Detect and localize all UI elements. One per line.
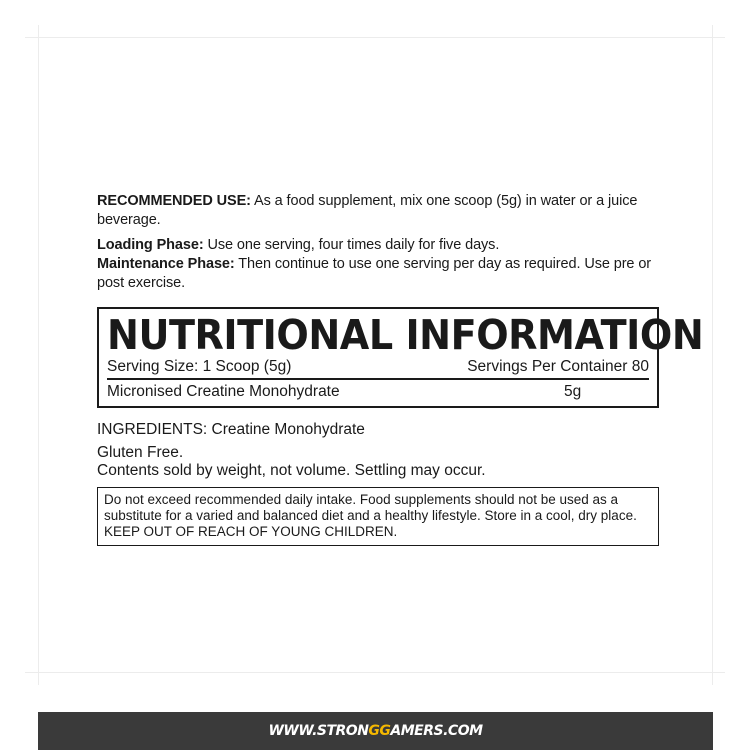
contents-note: Contents sold by weight, not volume. Settling may occur. — [97, 462, 486, 479]
gluten-free-note: Gluten Free. — [97, 444, 184, 461]
recommended-use-heading: RECOMMENDED USE: — [97, 193, 251, 209]
url-prefix: WWW.STRON — [268, 723, 369, 739]
serving-size: Serving Size: 1 Scoop (5g) — [107, 358, 292, 375]
maintenance-phase-text: Then continue to use one serving per day as required. Use pre or post exercise. — [97, 256, 652, 291]
recommended-use — [97, 192, 659, 230]
ingredient-row — [107, 380, 649, 402]
top-guide-line — [25, 37, 725, 38]
loading-phase-heading: Loading Phase: — [97, 237, 204, 253]
left-guide-line — [38, 25, 39, 685]
loading-phase — [97, 236, 659, 255]
nutrition-title: NUTRITIONAL INFORMATION — [107, 311, 704, 359]
recommended-use-text: As a food supplement, mix one scoop (5g) in water or a juice beverage. — [97, 193, 638, 228]
maintenance-phase — [97, 255, 659, 293]
product-label — [97, 192, 704, 546]
website-url[interactable] — [268, 723, 482, 739]
maintenance-phase-heading: Maintenance Phase: — [97, 256, 235, 272]
ingredients-line: INGREDIENTS: Creatine Monohydrate — [97, 421, 365, 438]
url-accent: GG — [368, 723, 391, 739]
ingredient-name: Micronised Creatine Monohydrate — [107, 383, 340, 400]
ingredient-amount: 5g — [564, 383, 582, 400]
serving-row — [107, 357, 649, 380]
nutrition-panel — [97, 307, 704, 408]
url-suffix: AMERS.COM — [390, 723, 483, 739]
servings-per-container: Servings Per Container 80 — [467, 358, 649, 375]
footer-bar — [38, 712, 713, 750]
right-guide-line — [712, 25, 713, 685]
bottom-guide-line — [25, 672, 725, 673]
warning-box: Do not exceed recommended daily intake. Food supplements should not be used as a substitute for a varied and balanced diet and a healthy lifestyle. Store in a cool, dry place. KEEP OUT OF REACH OF YOUNG CHILDREN. — [97, 487, 659, 546]
loading-phase-text: Use one serving, four times daily for five days. — [203, 237, 500, 253]
